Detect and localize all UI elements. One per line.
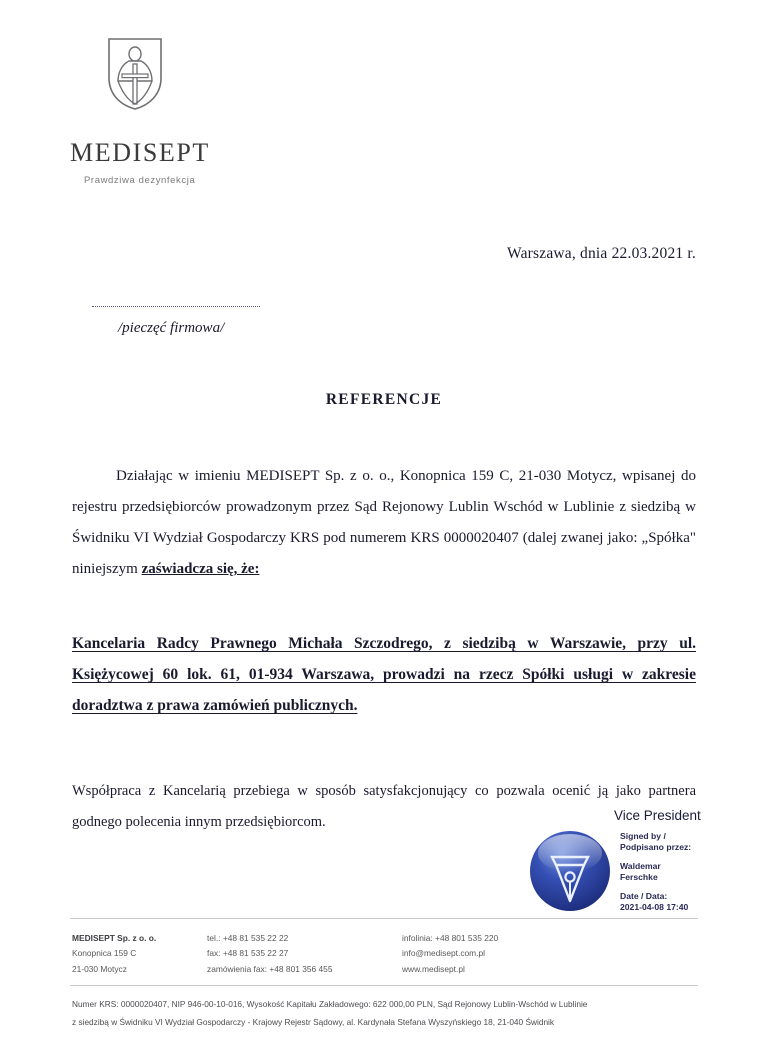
intro-paragraph [72,461,696,585]
signature-date-value: 2021-04-08 17:40 [620,902,689,913]
signature-row [528,829,728,925]
document-body [72,461,696,838]
company-name: MEDISEPT [70,138,210,167]
company-logo-block [70,36,370,186]
footer-website[interactable]: www.medisept.pl [402,963,465,974]
signer-role: Vice President [614,808,701,823]
footer-online-column [402,931,602,977]
signature-date-label: Date / Data: [620,890,668,901]
signature-date-group [620,891,730,914]
stamp-dotted-rule [92,306,260,307]
signature-details [620,831,730,913]
legal-line-2: z siedzibą w Świdniku VI Wydział Gospodarczy - Krajowy Rejestr Sądowy, al. Kardynała Stefana Wyszyńskiego 18, 21-040 Świdnik [72,1017,555,1027]
footer-legal [72,995,700,1031]
legal-line-1: Numer KRS: 0000020407, NIP 946-00-10-016, Wysokość Kapitału Zakładowego: 622 000,00 PLN, Sąd Rejonowy Lublin-Wschód w Lublinie [72,999,588,1009]
footer-address-column [72,931,207,977]
signer-name-group [620,861,730,884]
signer-first-name: Waldemar [620,860,661,871]
statement-paragraph: Kancelaria Radcy Prawnego Michała Szczodrego, z siedzibą w Warszawie, przy ul. Księżycowej 60 lok. 61, 01-934 Warszawa, prowadzi na rzecz Spółki usługi w zakresie doradztwa z prawa zamówień publicznych. [72,635,696,714]
closing-paragraph: Współpraca z Kancelarią przebiega w sposób satysfakcjonujący co pozwala ocenić ją jako partnera godnego polecenia innym przedsiębiorcom. [72,783,696,830]
footer-phone-column [207,931,402,977]
footer-divider-top [70,918,698,919]
footer-contact [72,931,700,977]
intro-emphasis: zaświadcza się, że: [141,561,260,577]
footer-email[interactable]: info@medisept.com.pl [402,948,485,959]
intro-text: Działając w imieniu MEDISEPT Sp. z o. o., Konopnica 159 C, 21-030 Motycz, wpisanej do rejestru przedsiębiorców prowadzonym przez Sąd Rejonowy Lublin Wschód w Lublinie z siedzibą w Świdniku VI Wydział Gospodarczy KRS pod numerem KRS 0000020407 (dalej zwanej jako: „Spółka" niniejszym [72,468,696,577]
company-tagline: Prawdziwa dezynfekcja [84,175,196,186]
footer-tel: tel.: +48 81 535 22 22 [207,933,289,943]
footer-fax: fax: +48 81 535 22 27 [207,948,289,959]
footer-hotline: infolinia: +48 801 535 220 [402,933,499,943]
signed-by-label-en: Signed by / [620,831,666,841]
footer-address-line2: 21-030 Motycz [72,963,127,974]
signed-by-group [620,831,730,854]
digital-signature-pen-seal-icon [528,829,612,913]
footer-company-name: MEDISEPT Sp. z o. o. [72,933,157,943]
signer-last-name: Ferschke [620,872,658,883]
coat-of-arms-crest-icon [106,36,164,112]
page-title: REFERENCJE [325,391,443,408]
footer-address-line1: Konopnica 159 C [72,948,137,959]
signature-block [528,808,728,925]
footer-divider-bottom [70,985,698,986]
stamp-label: /pieczęć firmowa/ [118,320,225,336]
signed-by-label-pl: Podpisano przez: [620,842,692,853]
footer-orders-fax: zamówienia fax: +48 801 356 455 [207,963,333,974]
document-date: Warszawa, dnia 22.03.2021 r. [506,245,696,262]
